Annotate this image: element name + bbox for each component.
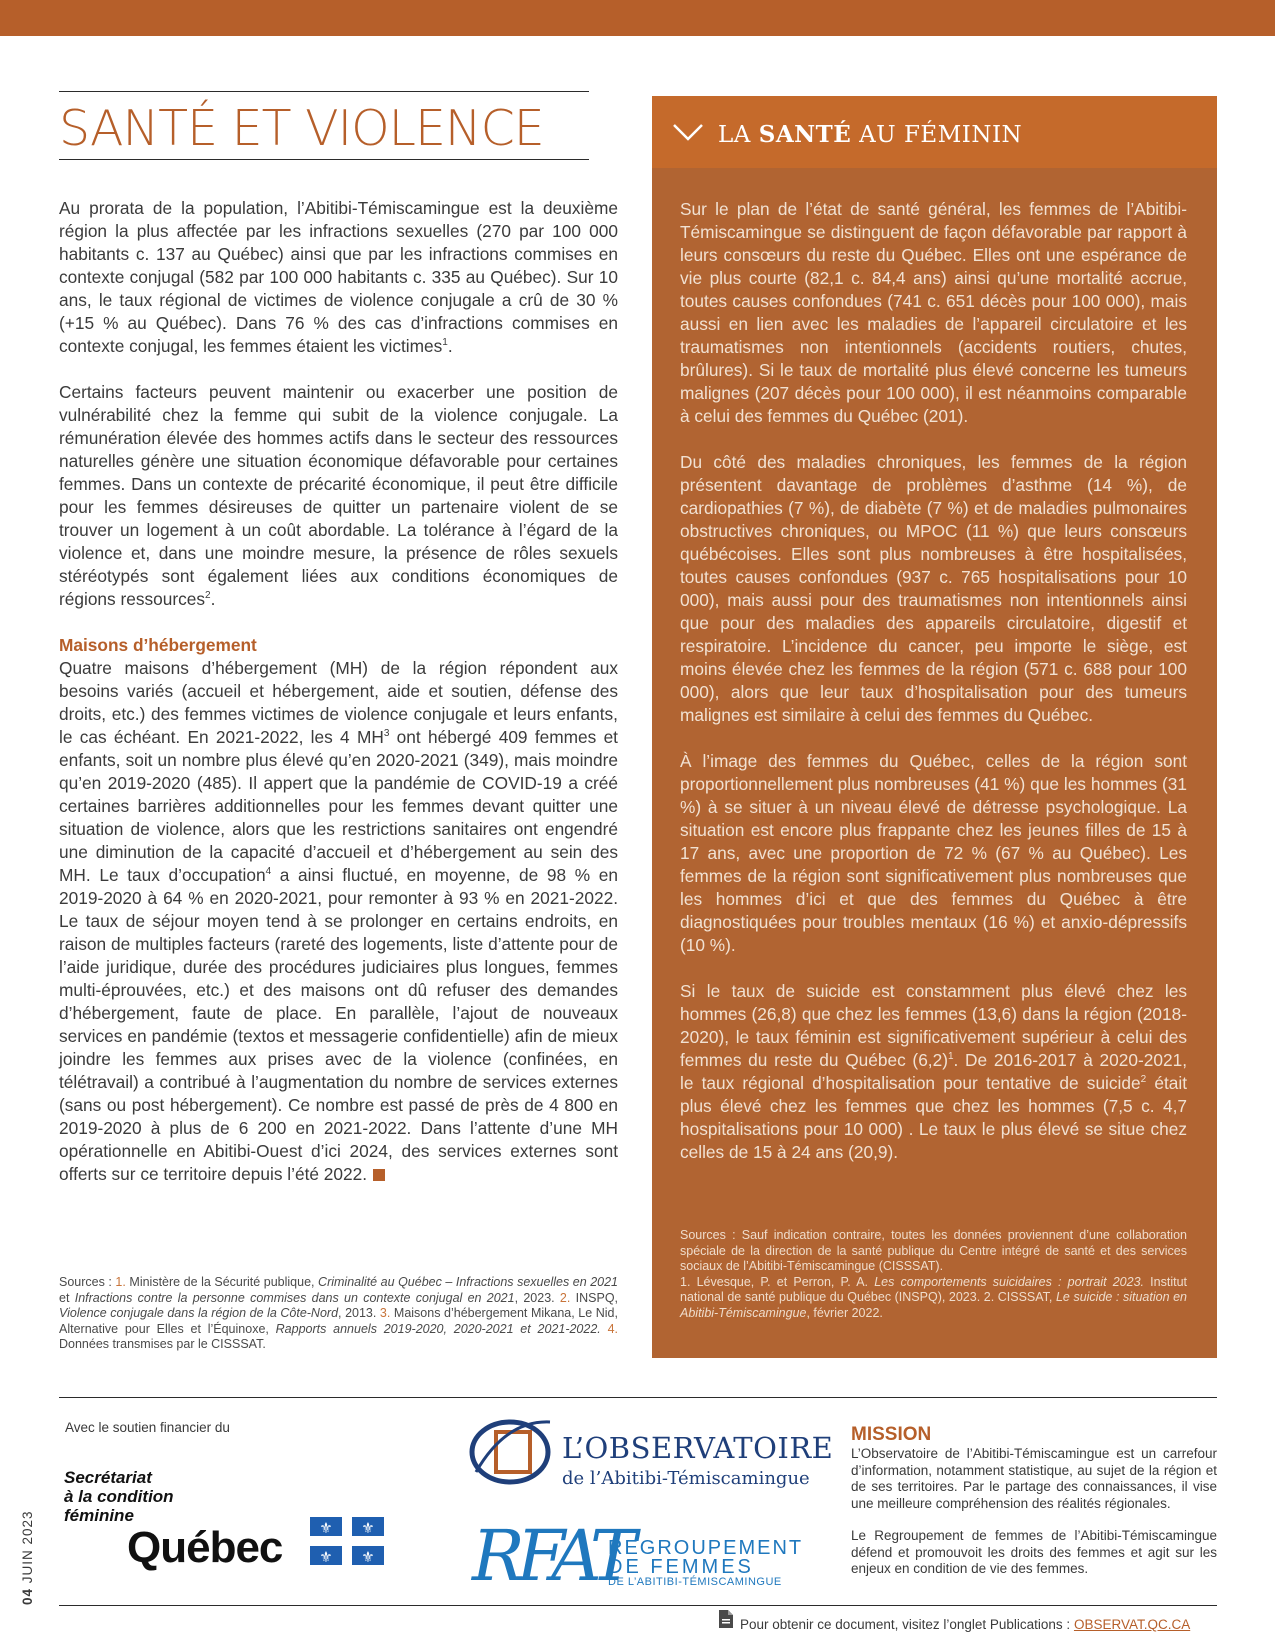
footnote-ref: 2 — [205, 590, 211, 602]
footnote-ref: 4 — [265, 866, 272, 878]
box-paragraph: Du côté des maladies chroniques, les femmes de la région présentent davantage de problèmes d’asthme (14 %), de cardiopathies (7 %), de diabète (7 %) et de maladies pulmonaires obstructives chroniques, ou MPOC (11 %) que leurs consœurs québécoises. Elles sont plus nombreuses à être hospitalisées, toutes causes confondues (937 c. 765 hospitalisations pour 10 000), mais aussi pour des traumatismes non intentionnels ainsi que pour des maladies des appareils circulatoire, digestif et respiratoire. L’incidence du cancer, peu importe le siège, est moins élevée chez les femmes de la région (571 c. 688 pour 100 000), alors que leur taux d’hospitalisation pour des tumeurs malignes est similaire à celui des femmes du Québec. — [680, 452, 1187, 725]
page-date: 04 JUIN 2023 — [20, 1510, 35, 1605]
secretariat-logo-text: Secrétariat à la condition féminine — [64, 1468, 174, 1525]
svg-text:⚜: ⚜ — [361, 1548, 375, 1566]
footnote-ref: 3 — [383, 728, 390, 740]
footnote-ref: 1 — [947, 1051, 954, 1063]
rfat-logo-icon — [470, 1512, 629, 1597]
svg-text:⚜: ⚜ — [361, 1519, 375, 1537]
svg-text:⚜: ⚜ — [319, 1548, 333, 1566]
article-paragraph: Quatre maisons d’hébergement (MH) de la région répondent aux besoins variés (accueil et hébergement, aide et soutien, défense des droits, etc.) des femmes victimes de violence conjugale et leurs enfants, le cas échéant. En 2021-2022, les 4 $MH^3$ ont hébergé 409 femmes et enfants, soit un nombre plus élevé qu’en 2020-2021 (349), mais moindre qu’en 2019-2020 (485). Il appert que la pandémie de COVID-19 a créé certaines barrières additionnelles pour les femmes devant quitter une situation de violence, alors que les restrictions sanitaires ont engendré une diminution de la capacité d’accueil et d’hébergement au sein des MH. Le taux d’occupation$^4$ a ainsi fluctué, en moyenne, de 98 % en 2019-2020 à 64 % en 2020-2021, pour remonter à 93 % en 2021-2022. Le taux de séjour moyen tend à se prolonger en certains endroits, en raison de multiples facteurs (rareté des logements, liste d’attente pour de l’aide juridique, durée des procédures judiciaires plus longues, femmes multi-éprouvées, etc.) et des maisons ont dû refuser des demandes d’hébergement, faute de place. En parallèle, l’ajout de nouveaux services en pandémie (textos et messagerie confidentielle) afin de mieux joindre les femmes aux prises avec de la violence (confinées, en télétravail) a contribué à l’augmentation du nombre de services externes (sans ou post hébergement). Ce nombre est passé de près de 4 800 en 2019-2020 à plus de 6 200 en 2021-2022. Dans l’attente d’une MH opérationnelle en Abitibi-Ouest d’ici 2024, des services externes sont offerts sur ce territoire depuis l’été 2022. — [59, 658, 618, 1184]
chevron-down-icon — [672, 122, 704, 142]
quebec-flag-icon — [310, 1517, 384, 1565]
footnote-ref: 1 — [442, 337, 448, 349]
sidebar-box-header — [652, 96, 1217, 168]
article-paragraph: Au prorata de la population, l’Abitibi-Témiscamingue est la deuxième région la plus affectée par les infractions sexuelles (270 par 100 000 habitants c. 137 au Québec) ainsi que par les infractions commises en contexte conjugal (582 par 100 000 habitants c. 335 au Québec). Sur 10 ans, le taux régional de victimes de violence conjugale a crû de 30 % (+15 % au Québec). Dans 76 % des cas d’infractions commises en contexte conjugal, les femmes étaient les victimes$^1$. — [59, 198, 618, 356]
document-icon — [718, 1609, 734, 1629]
svg-text:RFAT: RFAT — [472, 1515, 629, 1597]
svg-text:⚜: ⚜ — [319, 1519, 333, 1537]
footnote-ref: 2 — [1140, 1074, 1147, 1086]
quebec-wordmark: Québec — [127, 1523, 283, 1572]
website-link[interactable]: OBSERVAT.QC.CA — [1073, 1617, 1191, 1632]
sources-left: Sources : 1. Ministère de la Sécurité publique, Criminalité au Québec – Infractions sexuelles en 2021 et Infractions contre la personne commises dans un contexte conjugal en 2021, 2023. 2. INSPQ, Violence conjugale dans la région de la Côte-Nord, 2013. 3. Maisons d’hébergement Mikana, Le Nid, Alternative pour Elles et l’Équinoxe, Rapports annuels 2019-2020, 2020-2021 et 2021-2022. 4. Données transmises par le CISSSAT. — [59, 1275, 619, 1351]
article-paragraph: Certains facteurs peuvent maintenir ou exacerber une position de vulnérabilité chez la femme qui subit de la violence conjugale. La rémunération élevée des hommes actifs dans le secteur des ressources naturelles génère une situation économique défavorable pour certaines femmes. Dans un contexte de précarité économique, il peut être difficile pour les femmes désireuses de quitter un partenaire violent de se trouver un logement à un coût abordable. La tolérance à l’égard de la violence et, dans une moindre mesure, la présence de rôles sexuels stéréotypés sont également liées aux conditions économiques de régions ressources$^2$. — [59, 382, 618, 609]
sidebar-sources: Sources : Sauf indication contraire, toutes les données proviennent d’une collaboration spéciale de la direction de la santé publique du Centre intégré de santé et des services sociaux de l’Abitibi-Témiscamingue (CISSSAT). 1. Lévesque, P. et Perron, P. A. Les comportements suicidaires : portrait 2023. Institut national de santé publique du Québec (INSPQ), 2023. 2. CISSSAT, Le suicide : situation en Abitibi-Témiscamingue, février 2022. — [680, 1228, 1188, 1320]
observatoire-logo-icon — [466, 1412, 558, 1490]
box-paragraph: Si le taux de suicide est constamment plus élevé chez les hommes (26,8) que chez les femmes (13,6) dans la région (2018-2020), le taux féminin est significativement supérieur à celui des femmes du reste du Québec $(6,2)^1$. De 2016-2017 à 2020-2021, le taux régional d’hospitalisation pour tentative de suicide$^2$ était plus élevé chez les femmes que chez les hommes (7,5 c. 4,7 hospitalisations pour 10 000) . Le taux le plus élevé se situe chez celles de 15 à 24 ans (20,9). — [680, 981, 1187, 1162]
observatoire-subtitle: de l’Abitibi-Témiscamingue — [562, 1468, 810, 1489]
support-label: Avec le soutien financier du — [65, 1420, 230, 1435]
observatoire-name: L’OBSERVATOIRE — [562, 1431, 834, 1465]
main-article — [59, 197, 618, 1186]
page-title: SANTÉ ET VIOLENCE — [59, 100, 544, 157]
title-rule-bottom — [59, 159, 589, 160]
box-paragraph: À l’image des femmes du Québec, celles de la région sont proportionnellement plus nombreuses (41 %) que les hommes (31 %) à se situer à un niveau élevé de détresse psychologique. La situation est encore plus frappante chez les jeunes filles de 15 à 17 ans, avec une proportion de 72 % (67 % au Québec). Les femmes de la région sont significativement plus nombreuses que les hommes d’ici et que des femmes du Québec à être diagnostiquées pour troubles mentaux (16 %) et anxio-dépressifs (10 %). — [680, 751, 1187, 955]
title-rule-top — [59, 91, 589, 92]
sidebar-box-title: LA SANTÉ AU FÉMININ — [718, 121, 1023, 148]
rfat-name-line3: DE L’ABITIBI-TÉMISCAMINGUE — [608, 1576, 782, 1588]
sidebar-box-text — [680, 198, 1187, 1187]
rfat-name-line2: DE FEMMES — [608, 1556, 754, 1578]
footer-rule-top — [59, 1397, 1217, 1398]
rfat-name-line1: REGROUPEMENT — [608, 1537, 804, 1559]
mission-heading: MISSION — [851, 1424, 932, 1445]
box-paragraph: Sur le plan de l’état de santé général, les femmes de l’Abitibi-Témiscamingue se distinguent de façon défavorable par rapport à leurs consœurs du reste du Québec. Elles ont une espérance de vie plus courte (82,1 c. 84,4 ans) ainsi qu’une mortalité accrue, toutes causes confondues (741 c. 651 décès pour 100 000), mais aussi en lien avec les maladies de l’appareil circulatoire et les traumatismes non intentionnels (accidents routiers, chutes, brûlures). Si le taux de mortalité plus élevé concerne les tumeurs malignes (207 décès pour 100 000), il est néanmoins comparable à celui des femmes du Québec (201). — [680, 199, 1187, 426]
obtain-document-note: Pour obtenir ce document, visitez l’onglet Publications : OBSERVAT.QC.CA — [740, 1617, 1191, 1632]
footer-rule-bottom — [59, 1605, 1217, 1606]
end-mark-icon — [373, 1169, 385, 1181]
section-heading: Maisons d’hébergement — [59, 635, 257, 655]
mission-text: L’Observatoire de l’Abitibi-Témiscamingue est un carrefour d’information, notamment statistique, au sujet de la région et de ses territoires. Par le partage des connaissances, il vise une meilleure compréhension des réalités régionales. Le Regroupement de femmes de l’Abitibi-Témiscamingue défend et promouvoit les droits des femmes et agit sur les enjeux en condition de vie des femmes. — [851, 1446, 1217, 1576]
top-accent-bar — [0, 0, 1275, 36]
